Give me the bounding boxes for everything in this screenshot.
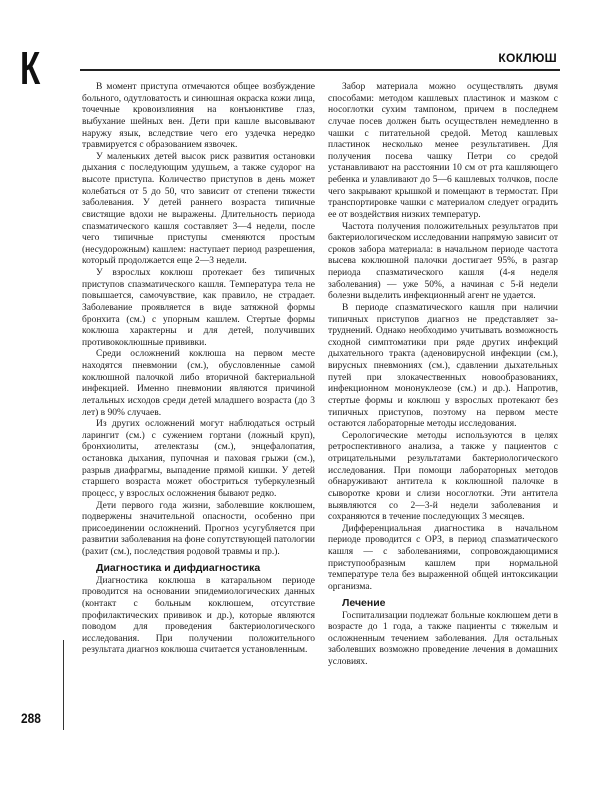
paragraph: Дети первого года жизни, заболевшие коклюшем, подвержены значительной опасности, особенно при присоединении осложнений. Прогноз усугубляется при развитии заболевания на фоне сопутствующей патологии (рахит (см.), последствия родовой травмы и пр.). bbox=[82, 500, 315, 557]
header-rule bbox=[80, 69, 560, 71]
paragraph: Среди осложнений коклюша на первом месте находятся пневмонии (см.), обусловленные самой коклюшной палочкой либо вторичной бактериальной инфекцией. Именно пневмонии являются причиной летальных исходов среди детей младшего возраста (до 3 лет) в 90% случаев. bbox=[82, 349, 315, 418]
paragraph: В момент приступа отмечаются общее возбуждение больного, одутловатость и синюшная окраска кожи лица, точечные кровоизлияния на конъюнктиве глаз, выбухание шейных вен. Дети при кашле высовывают наружу язык, вследствие чего его уздечка нередко травмируется с образованием язвочек. bbox=[82, 82, 315, 151]
left-column bbox=[82, 82, 315, 657]
paragraph: У маленьких детей высок риск развития остановки дыхания с последующим удушьем, а также судорог на высоте приступа. Количество приступов в день может колебаться от 5 до 50, что зависит от степени тяжести заболевания. У детей раннего возраста типичные свистящие вдохи не выражены. Длительность периода спазматического кашля составляет 3—4 недели, после чего типичные приступы сменяются простым (несудорожным) кашлем: наступает период разрешения, который продолжается еще 2—3 недели. bbox=[82, 151, 315, 267]
paragraph: Госпитализации подлежат больные коклюшем дети в возрасте до 1 года, а также пациенты с тяжелым и осложненным течением заболевания. Для остальных заболевших возможно проведение лечения в домашних условиях. bbox=[328, 610, 558, 667]
right-column bbox=[328, 82, 558, 669]
paragraph: У взрослых коклюш протекает без типичных приступов спазматического кашля. Температура тела не повышается, самочувствие, как правило, не страдает. Заболевание проявляется в виде затяжной формы бронхита (см.) с упорным кашлем. Стертые формы коклюша характерны и для детей, получивших противококлюшные прививки. bbox=[82, 268, 315, 348]
paragraph: Дифференциальная диагностика в начальном периоде проводится с ОРЗ, в период спазматического кашля — с заболеваниями, сопровождающимися приступообразным кашлем при нормальной температуре тела без выраженной общей интоксикации организма. bbox=[328, 523, 558, 592]
paragraph: Из других осложнений могут наблюдаться острый ларингит (см.) с сужением гортани (ложный круп), бронхиолиты, ателектазы (см.), энцефалопатия, остановка дыхания, пупочная и паховая грыжи (см.), разрыв диафрагмы, выпадение прямой кишки. У детей старшего возраста может обостриться туберкулезный процесс, у взрослых осложнения бывают редко. bbox=[82, 419, 315, 499]
section-letter: К bbox=[20, 42, 41, 94]
section-title: КОКЛЮШ bbox=[498, 51, 557, 65]
margin-rule bbox=[63, 640, 64, 730]
paragraph: Диагностика коклюша в катаральном периоде проводится на основании эпидемиологических данных (контакт с больным коклюшем, отсутствие профилактических прививок и др.), которые являются поводом для проведения бактериологического исследования. При получении положительного результата диагноз коклюша считается установленным. bbox=[82, 575, 315, 656]
paragraph: Серологические методы используются в целях ретроспективного анализа, а также у пациентов с отрицательными результатами бактериологического исследования. При помощи лабораторных методов обнаруживают антитела к коклюшной палочке в сыворотке крови и слизи носоглотки. Эти антитела выявляются со 2—3-й недели заболевания и сохраняются в течение последующих 3 месяцев. bbox=[328, 430, 558, 523]
paragraph: Забор материала можно осуществлять двумя способами: методом кашлевых пластинок и мазком с носоглотки сухим тампоном, причем в последнем случае посев должен быть осуществлен немедленно в чашки с питательной средой. Метод кашлевых пластинок несколько менее результативен. Для получения посева чашку Петри со средой устанавливают на расстоянии 10 см от рта кашляющего ребенка и улавливают до 5—6 кашлевых толчков, после чего закрывают крышкой и помещают в термостат. При транспортировке чашки с материалом следует оградить ее от воздействия низких температур. bbox=[328, 82, 558, 220]
paragraph: В периоде спазматического кашля при наличии типичных приступов диагноз не представляет затруднений. Однако необходимо учитывать возможность сходной симптоматики при ряде других инфекций дыхательного тракта (аденовирусной инфекции (см.), вирусных пневмониях (см.), сдавлении дыхательных путей при злокачественных новообразованиях, инфекционном мононуклеозе (см.) и др.). Напротив, стертые формы и коклюш у взрослых протекают без типичных приступов, поэтому на первом месте остаются лабораторные методы исследования. bbox=[328, 302, 558, 430]
heading-diagnostics: Диагностика и дифдиагностика bbox=[96, 561, 261, 574]
paragraph: Частота получения положительных результатов при бактериологическом исследовании напрямую зависит от сроков забора материала: в начальном периоде частота высева коклюшной палочки достигает 95%, в разгар периода спазматического кашля (4-я неделя заболевания) — уже 50%, а начиная с 5-й недели болезни выделить инфекционный агент не удается. bbox=[328, 221, 558, 302]
page-number: 288 bbox=[21, 710, 41, 726]
heading-treatment: Лечение bbox=[342, 596, 386, 609]
